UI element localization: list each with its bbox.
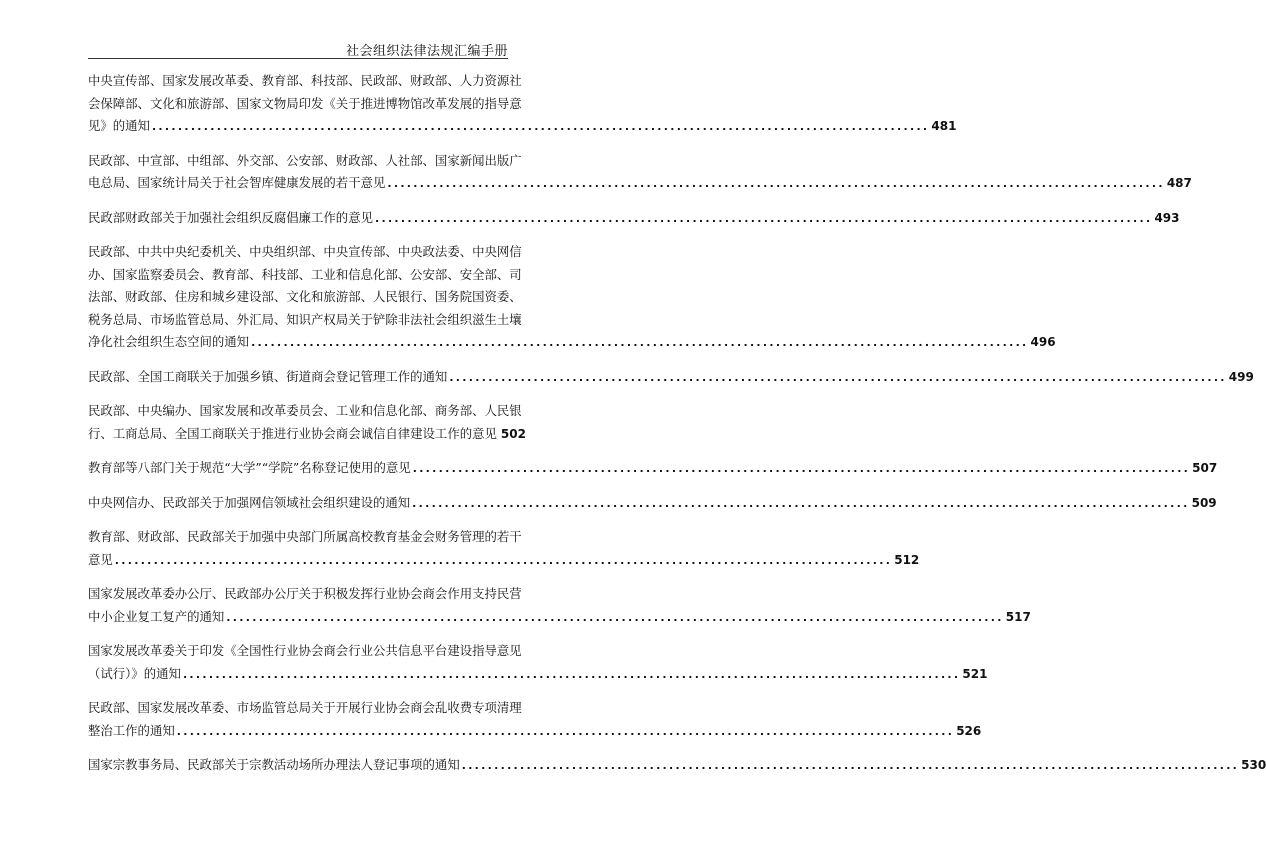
toc-page-number[interactable]: 530	[1241, 758, 1266, 772]
toc-entry-title-line: 民政部、中宣部、中组部、外交部、公安部、财政部、人社部、国家新闻出版广	[88, 152, 522, 168]
dot-leader: ........................................................................................................................	[374, 211, 1153, 225]
toc-entry[interactable]	[88, 241, 1056, 355]
toc-page-number[interactable]: 493	[1154, 210, 1180, 225]
toc-entry-title-line: 行、工商总局、全国工商联关于推进行业协会商会诚信自律建设工作的意见	[88, 425, 497, 441]
toc-entry-title-line: 意见	[88, 551, 113, 567]
dot-leader: ........................................................................................................................	[114, 553, 893, 567]
toc-entry[interactable]	[88, 492, 1217, 516]
toc-entry-title-line: 净化社会组织生态空间的通知	[88, 334, 250, 349]
dot-leader: ........................................................................................................................	[412, 496, 1190, 510]
toc-entry[interactable]	[88, 526, 920, 572]
toc-page-number[interactable]: 507	[1192, 461, 1218, 475]
toc-page-number[interactable]: 499	[1228, 369, 1254, 384]
toc-entry-title-line: 中央宣传部、国家发展改革委、教育部、科技部、民政部、财政部、人力资源社	[88, 73, 522, 88]
dot-leader: ........................................................................................................................	[461, 759, 1240, 772]
toc-entry-last-line	[88, 423, 526, 447]
dot-leader: ........................................................................................................................	[387, 177, 1165, 190]
toc-page-number[interactable]: 526	[956, 723, 982, 738]
dot-leader: ........................................................................................................................	[226, 610, 1004, 624]
toc-entry-last-line	[88, 207, 1180, 231]
toc-entry-title-line: 民政部、国家发展改革委、市场监管总局关于开展行业协会商会乱收费专项清理	[88, 700, 522, 715]
toc-entry-title-line: 民政部、全国工商联关于加强乡镇、街道商会登记管理工作的通知	[88, 368, 448, 384]
toc-entry[interactable]	[88, 640, 988, 686]
toc-entry-last-line	[88, 492, 1217, 516]
toc-page-number[interactable]: 502	[500, 426, 526, 441]
toc-entry-title-line: 民政部、中共中央纪委机关、中央组织部、中央宣传部、中央政法委、中央网信	[88, 244, 522, 259]
toc-entry-last-line	[88, 720, 982, 744]
toc-entry-title-line: 民政部财政部关于加强社会组织反腐倡廉工作的意见	[88, 209, 373, 225]
toc-entry-last-line	[88, 606, 1031, 630]
toc-entry[interactable]	[88, 207, 1180, 231]
toc-page-number[interactable]: 509	[1191, 495, 1217, 510]
toc-entry-title-line: 中央网信办、民政部关于加强网信领域社会组织建设的通知	[88, 494, 411, 510]
toc-entry[interactable]	[88, 366, 1254, 390]
toc-entry-title-line: 整治工作的通知	[88, 722, 175, 738]
toc-entry-title-line: 中小企业复工复产的通知	[88, 608, 225, 624]
toc-entry-title-line: 会保障部、文化和旅游部、国家文物局印发《关于推进博物馆改革发展的指导意	[88, 95, 522, 111]
toc-entry-last-line	[88, 754, 1266, 778]
toc-entry-title-line: 教育部等八部门关于规范“大学”“学院”名称登记使用的意见	[88, 460, 411, 475]
dot-leader: ........................................................................................................................	[412, 462, 1191, 475]
toc-entry-title-line: 民政部、中央编办、国家发展和改革委员会、工业和信息化部、商务部、人民银	[88, 403, 522, 418]
toc-entry-last-line	[88, 331, 1056, 355]
toc-entry[interactable]	[88, 583, 1031, 629]
toc-entry-title-line: 见》的通知	[88, 118, 150, 133]
toc-entry-title-line: 国家宗教事务局、民政部关于宗教活动场所办理法人登记事项的通知	[88, 757, 460, 772]
running-header	[88, 40, 508, 60]
toc-entry-last-line	[88, 115, 957, 139]
toc-entry-last-line	[88, 366, 1254, 390]
toc-entry-last-line	[88, 172, 1192, 196]
toc-entry-title-line: 国家发展改革委办公厅、民政部办公厅关于积极发挥行业协会商会作用支持民营	[88, 586, 522, 601]
toc-entry-title-line: 国家发展改革委关于印发《全国性行业协会商会行业公共信息平台建设指导意见	[88, 643, 522, 658]
toc-entry-title-line: 教育部、财政部、民政部关于加强中央部门所属高校教育基金会财务管理的若干	[88, 529, 522, 544]
toc-page-number[interactable]: 481	[931, 119, 957, 133]
toc-entry-last-line	[88, 549, 920, 573]
toc-entry-title-line: 电总局、国家统计局关于社会智库健康发展的若干意见	[88, 175, 386, 190]
toc-entry[interactable]	[88, 457, 1218, 481]
toc-entry[interactable]	[88, 697, 982, 743]
toc-page-number[interactable]: 521	[962, 666, 988, 681]
toc-page-number[interactable]: 487	[1166, 176, 1192, 190]
toc-page-number[interactable]: 512	[894, 552, 920, 567]
header-title: 社会组织法律法规汇编手册	[345, 44, 508, 59]
toc-entry-title-line: 税务总局、市场监管总局、外汇局、知识产权局关于铲除非法社会组织滋生土壤	[88, 311, 522, 327]
toc-entry-title-line: 办、国家监察委员会、教育部、科技部、工业和信息化部、公安部、安全部、司	[88, 266, 522, 282]
toc-entry-last-line	[88, 457, 1218, 481]
toc-entry[interactable]	[88, 400, 526, 446]
dot-leader: ........................................................................................................................	[176, 724, 955, 738]
toc-entry[interactable]	[88, 70, 957, 139]
toc-entry[interactable]	[88, 754, 1266, 778]
dot-leader: ........................................................................................................................	[251, 336, 1029, 349]
toc-entry-title-line: 法部、财政部、住房和城乡建设部、文化和旅游部、人民银行、国务院国资委、	[88, 289, 522, 304]
toc-entry[interactable]	[88, 150, 1192, 196]
toc-entry-title-line: （试行）》的通知	[88, 665, 181, 681]
table-of-contents	[88, 70, 1266, 789]
dot-leader: ........................................................................................................................	[449, 370, 1227, 384]
header-rule	[88, 58, 508, 59]
dot-leader: ........................................................................................................................	[151, 120, 930, 133]
toc-entry-last-line	[88, 663, 988, 687]
toc-page-number[interactable]: 517	[1005, 609, 1031, 624]
toc-page-number[interactable]: 496	[1030, 335, 1056, 349]
dot-leader: ........................................................................................................................	[182, 667, 961, 681]
